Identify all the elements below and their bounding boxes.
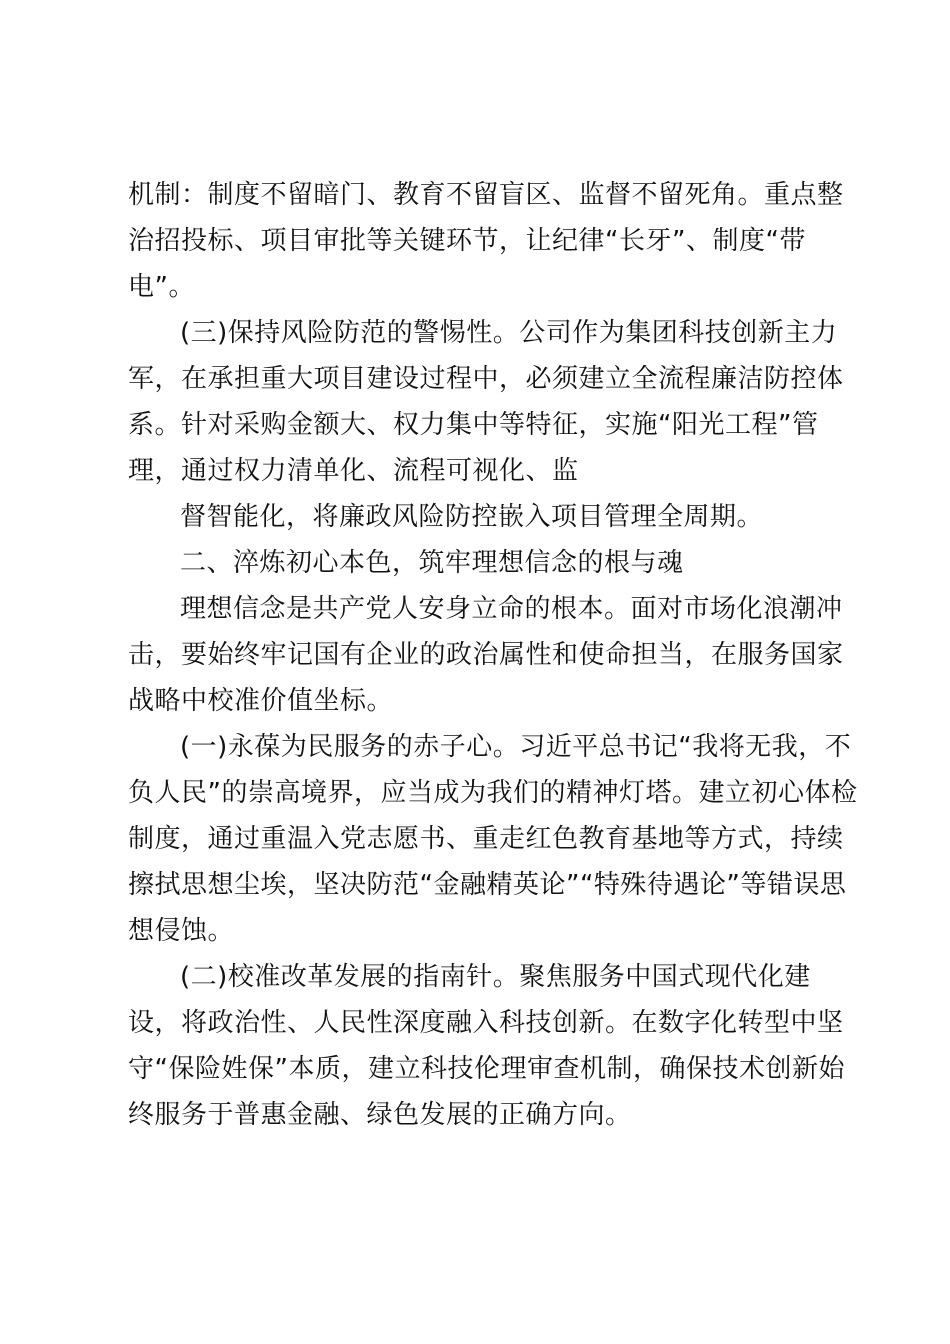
text-line-14: 负人民”的崇高境界，应当成为我们的精神灯塔。建立初心体检 (128, 778, 858, 808)
text-line-18: (二)校准改革发展的指南针。聚焦服务中国式现代化建 (180, 962, 811, 992)
text-line-12: 战略中校准价值坐标。 (128, 686, 394, 716)
text-line-1: 机制：制度不留暗门、教育不留盲区、监督不留死角。重点整 (128, 180, 844, 210)
text-line-10: 理想信念是共产党人安身立命的根本。面对市场化浪潮冲 (180, 594, 843, 624)
text-line-16: 擦拭思想尘埃，坚决防范“金融精英论”“特殊待遇论”等错误思 (128, 870, 847, 900)
text-line-6: 系。针对采购金额大、权力集中等特征，实施“阳光工程”管 (128, 410, 819, 440)
text-line-13: (一)永葆为民服务的赤子心。习近平总书记“我将无我，不 (180, 732, 852, 762)
text-line-17: 想侵蚀。 (128, 916, 235, 946)
text-line-5: 军，在承担重大项目建设过程中，必须建立全流程廉洁防控体 (128, 364, 844, 394)
text-line-15: 制度，通过重温入党志愿书、重走红色教育基地等方式，持续 (128, 824, 844, 854)
text-line-7: 理，通过权力清单化、流程可视化、监 (128, 456, 579, 486)
text-line-20: 守“保险姓保”本质，建立科技伦理审查机制，确保技术创新始 (128, 1054, 845, 1084)
text-line-11: 击，要始终牢记国有企业的政治属性和使命担当，在服务国家 (128, 640, 844, 670)
text-line-4: (三)保持风险防范的警惕性。公司作为集团科技创新主力 (180, 318, 838, 348)
text-line-3: 电”。 (128, 272, 195, 302)
text-line-8: 督智能化，将廉政风险防控嵌入项目管理全周期。 (180, 502, 764, 532)
text-line-19: 设，将政治性、人民性深度融入科技创新。在数字化转型中坚 (128, 1008, 844, 1038)
text-line-2: 治招投标、项目审批等关键环节，让纪律“长牙”、制度“带 (128, 226, 806, 256)
section-heading: 二、淬炼初心本色，筑牢理想信念的根与魂 (180, 548, 684, 578)
text-line-21: 终服务于普惠金融、绿色发展的正确方向。 (128, 1100, 632, 1130)
